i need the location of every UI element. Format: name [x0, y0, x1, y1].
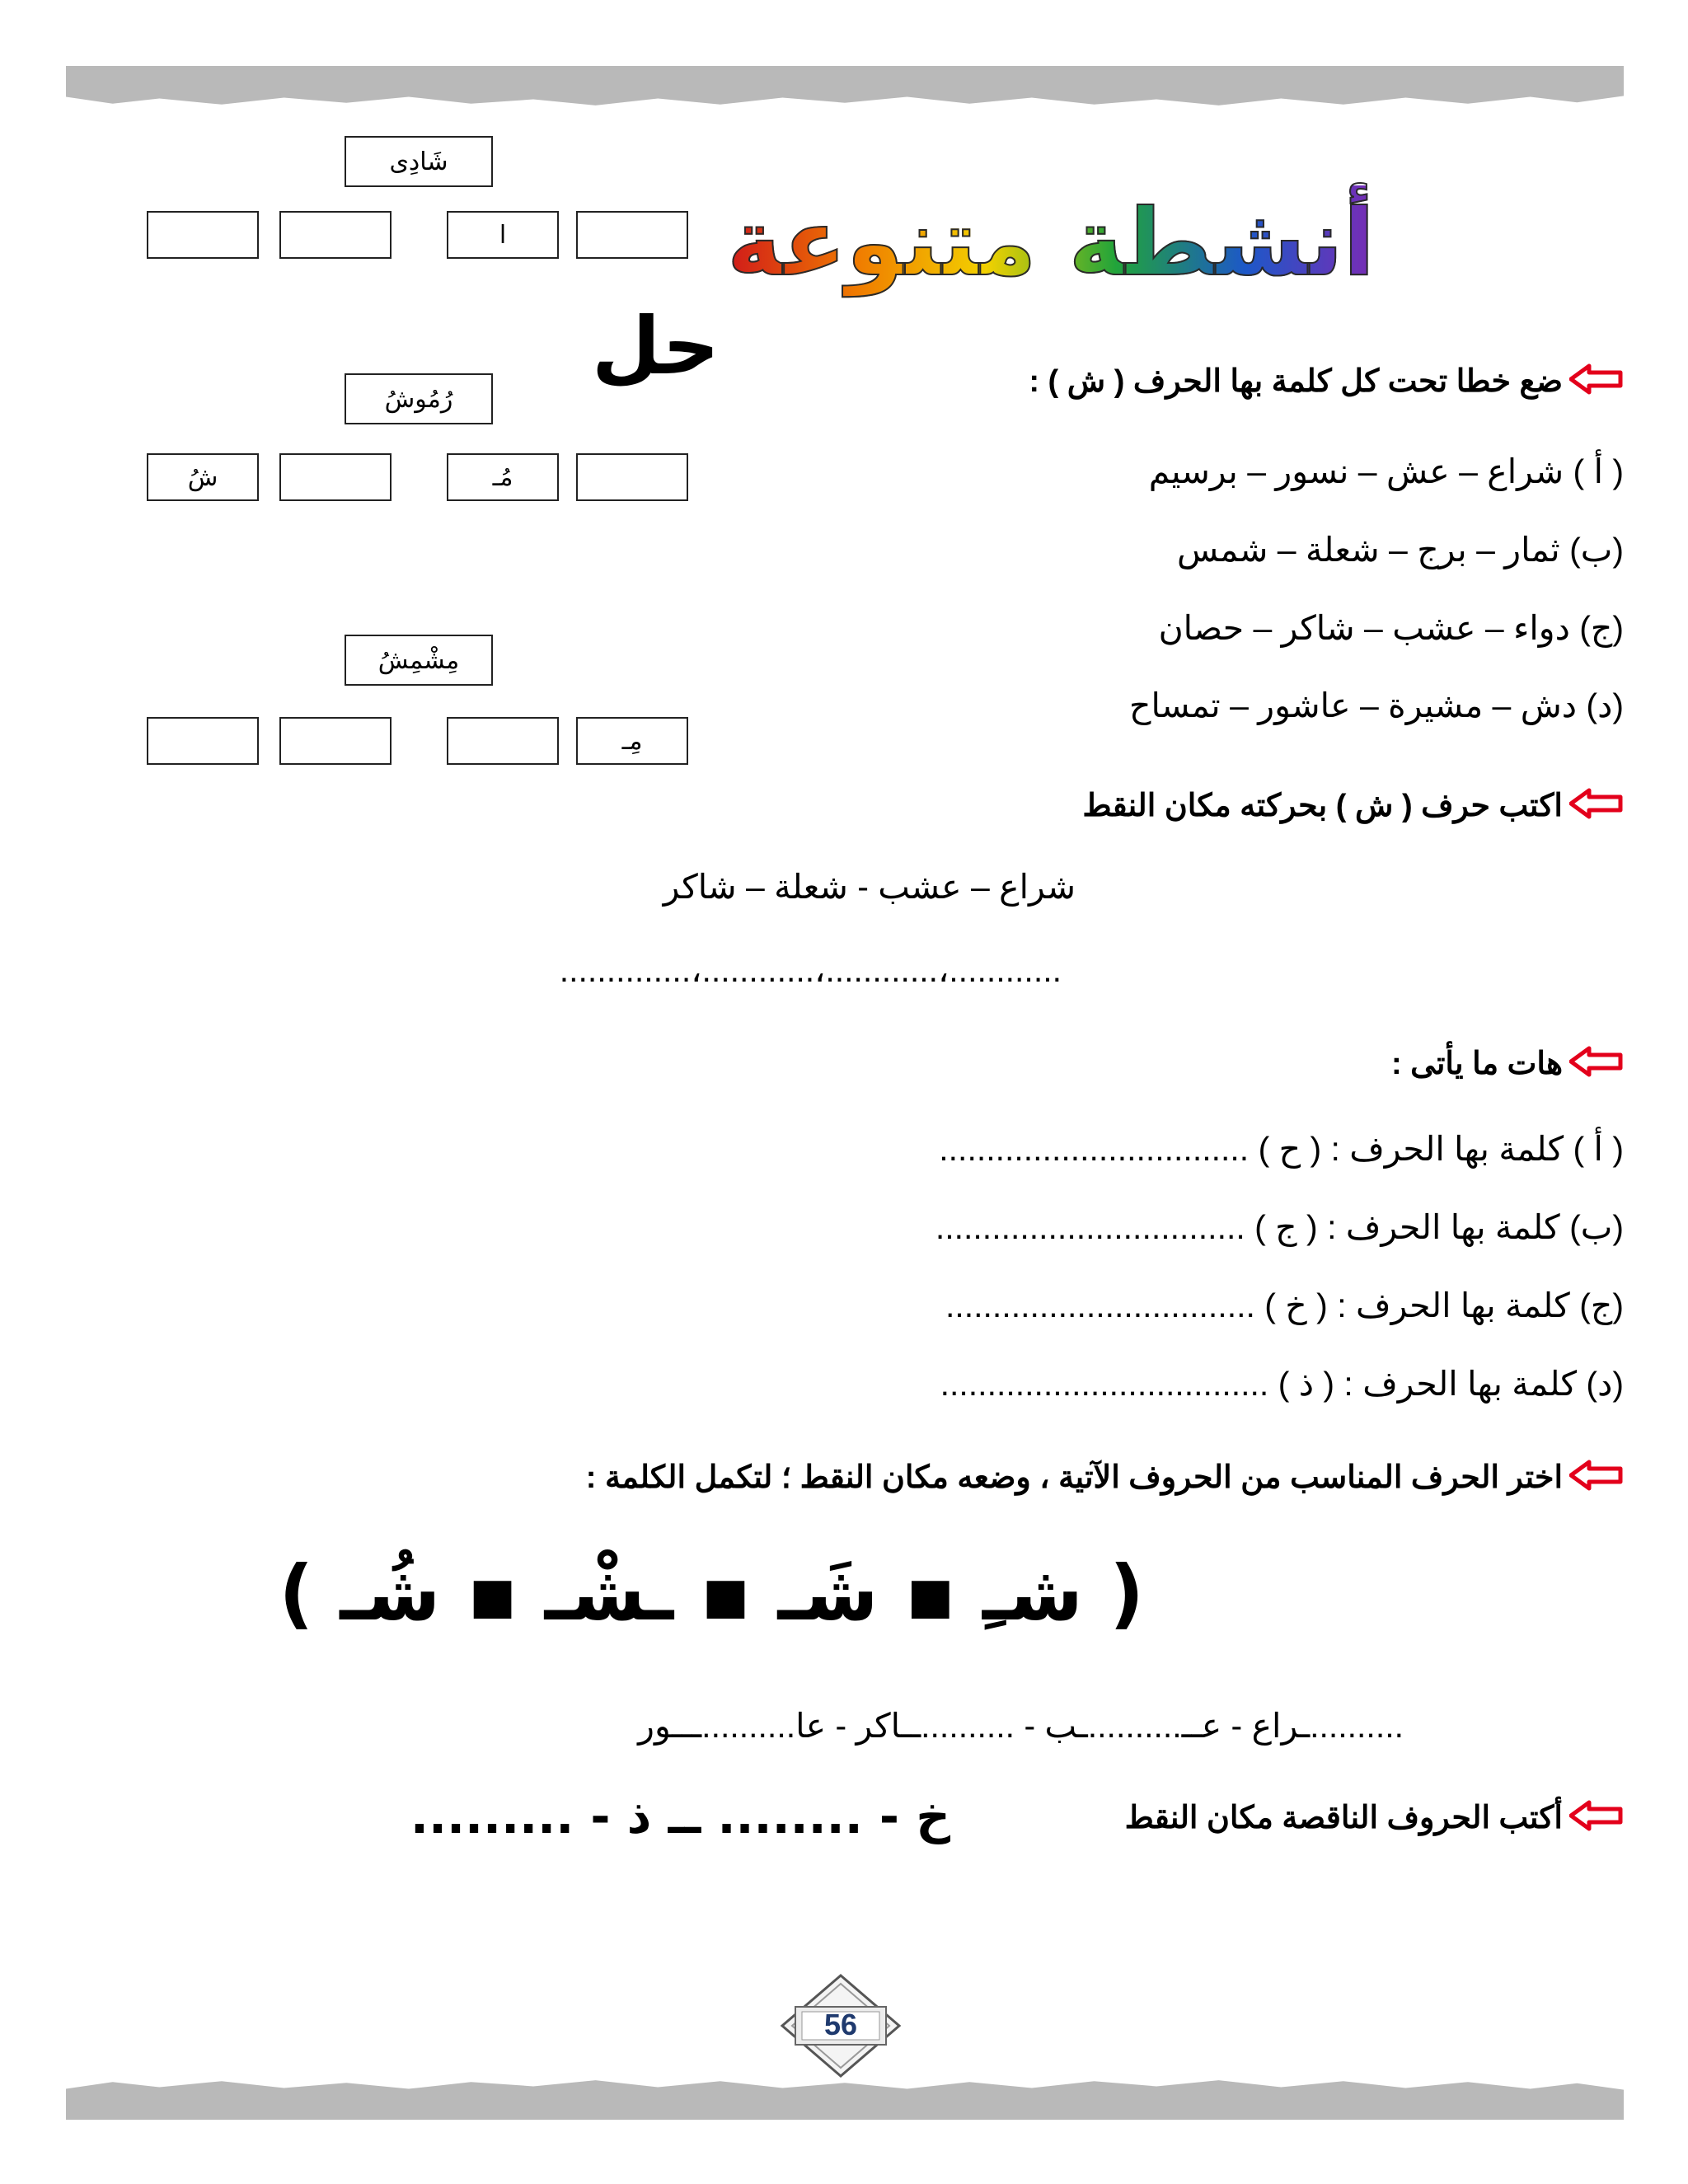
top-banner [66, 66, 1624, 109]
arrow-icon [1569, 363, 1624, 404]
word-box-1: شَادِى [345, 136, 493, 187]
letter-cell[interactable]: ا [447, 211, 559, 259]
arrow-icon [1569, 1459, 1624, 1500]
section3-item[interactable]: (ب) كلمة بها الحرف : ( ج ) ................................. [935, 1208, 1624, 1246]
section3-item[interactable]: (ج) كلمة بها الحرف : ( خ ) ................................. [945, 1286, 1624, 1324]
section3-heading: هات ما يأتى : [1391, 1045, 1624, 1086]
letter-cell[interactable]: شُ [147, 453, 259, 501]
letter-cell[interactable]: مِـ [576, 717, 688, 765]
section2-blanks[interactable]: ............،............،............،.............. [559, 951, 1062, 989]
section1-item: (د) دش – مشيرة – عاشور – تمساح [1129, 687, 1624, 724]
arrow-icon [1569, 787, 1624, 828]
letter-cell[interactable] [147, 717, 259, 765]
solve-label: حل [592, 300, 720, 392]
section5-heading: أكتب الحروف الناقصة مكان النقط [1125, 1799, 1624, 1840]
section1-item: (ج) دواء – عشب – شاكر – حصان [1158, 609, 1624, 647]
arrow-icon [1569, 1045, 1624, 1086]
section4-heading: اختر الحرف المناسب من الحروف الآتية ، وضعه مكان النقط ؛ لتكمل الكلمة : [586, 1459, 1624, 1500]
section3-item[interactable]: (د) كلمة بها الحرف : ( ذ ) ................................... [940, 1365, 1624, 1403]
section3-item[interactable]: ( أ ) كلمة بها الحرف : ( ح ) ................................. [939, 1130, 1624, 1168]
letter-cell[interactable] [576, 211, 688, 259]
letter-cell[interactable]: مُـ [447, 453, 559, 501]
section4-words[interactable]: ..........ـراع - عــ..........ـب - ..........ــاكر - عا..........ـــور [638, 1707, 1404, 1745]
letter-cell[interactable] [576, 453, 688, 501]
section2-heading: اكتب حرف ( ش ) بحركته مكان النقط [1082, 787, 1624, 828]
section1-item: ( أ ) شراع – عش – نسور – برسيم [1148, 452, 1624, 490]
word-box-3: مِشْمِشُ [345, 635, 493, 686]
letter-choices: ( شـِ ▪ شَـ ▪ ـشْـ ▪ شُـ ) [279, 1549, 1144, 1638]
arrow-icon [1569, 1799, 1624, 1840]
letter-cell[interactable] [447, 717, 559, 765]
letter-cell[interactable] [279, 453, 392, 501]
page-number-badge [779, 1972, 903, 2079]
bottom-banner [66, 2077, 1624, 2120]
word-box-2: رُمُوشُ [345, 373, 493, 424]
letter-cell[interactable] [279, 211, 392, 259]
section1-item: (ب) ثمار – برج – شعلة – شمس [1177, 531, 1624, 569]
page-title: أنشطة متنوعة [727, 185, 1375, 301]
letter-cell[interactable] [279, 717, 392, 765]
letter-cell[interactable] [147, 211, 259, 259]
page-number: 56 [823, 2008, 858, 2041]
missing-letters[interactable]: خ - ........ ــ ذ - ......... [410, 1788, 950, 1844]
section2-words: شراع – عشب - شعلة – شاكر [663, 868, 1076, 906]
section1-heading: ضع خطا تحت كل كلمة بها الحرف ( ش ) : [1029, 363, 1624, 404]
